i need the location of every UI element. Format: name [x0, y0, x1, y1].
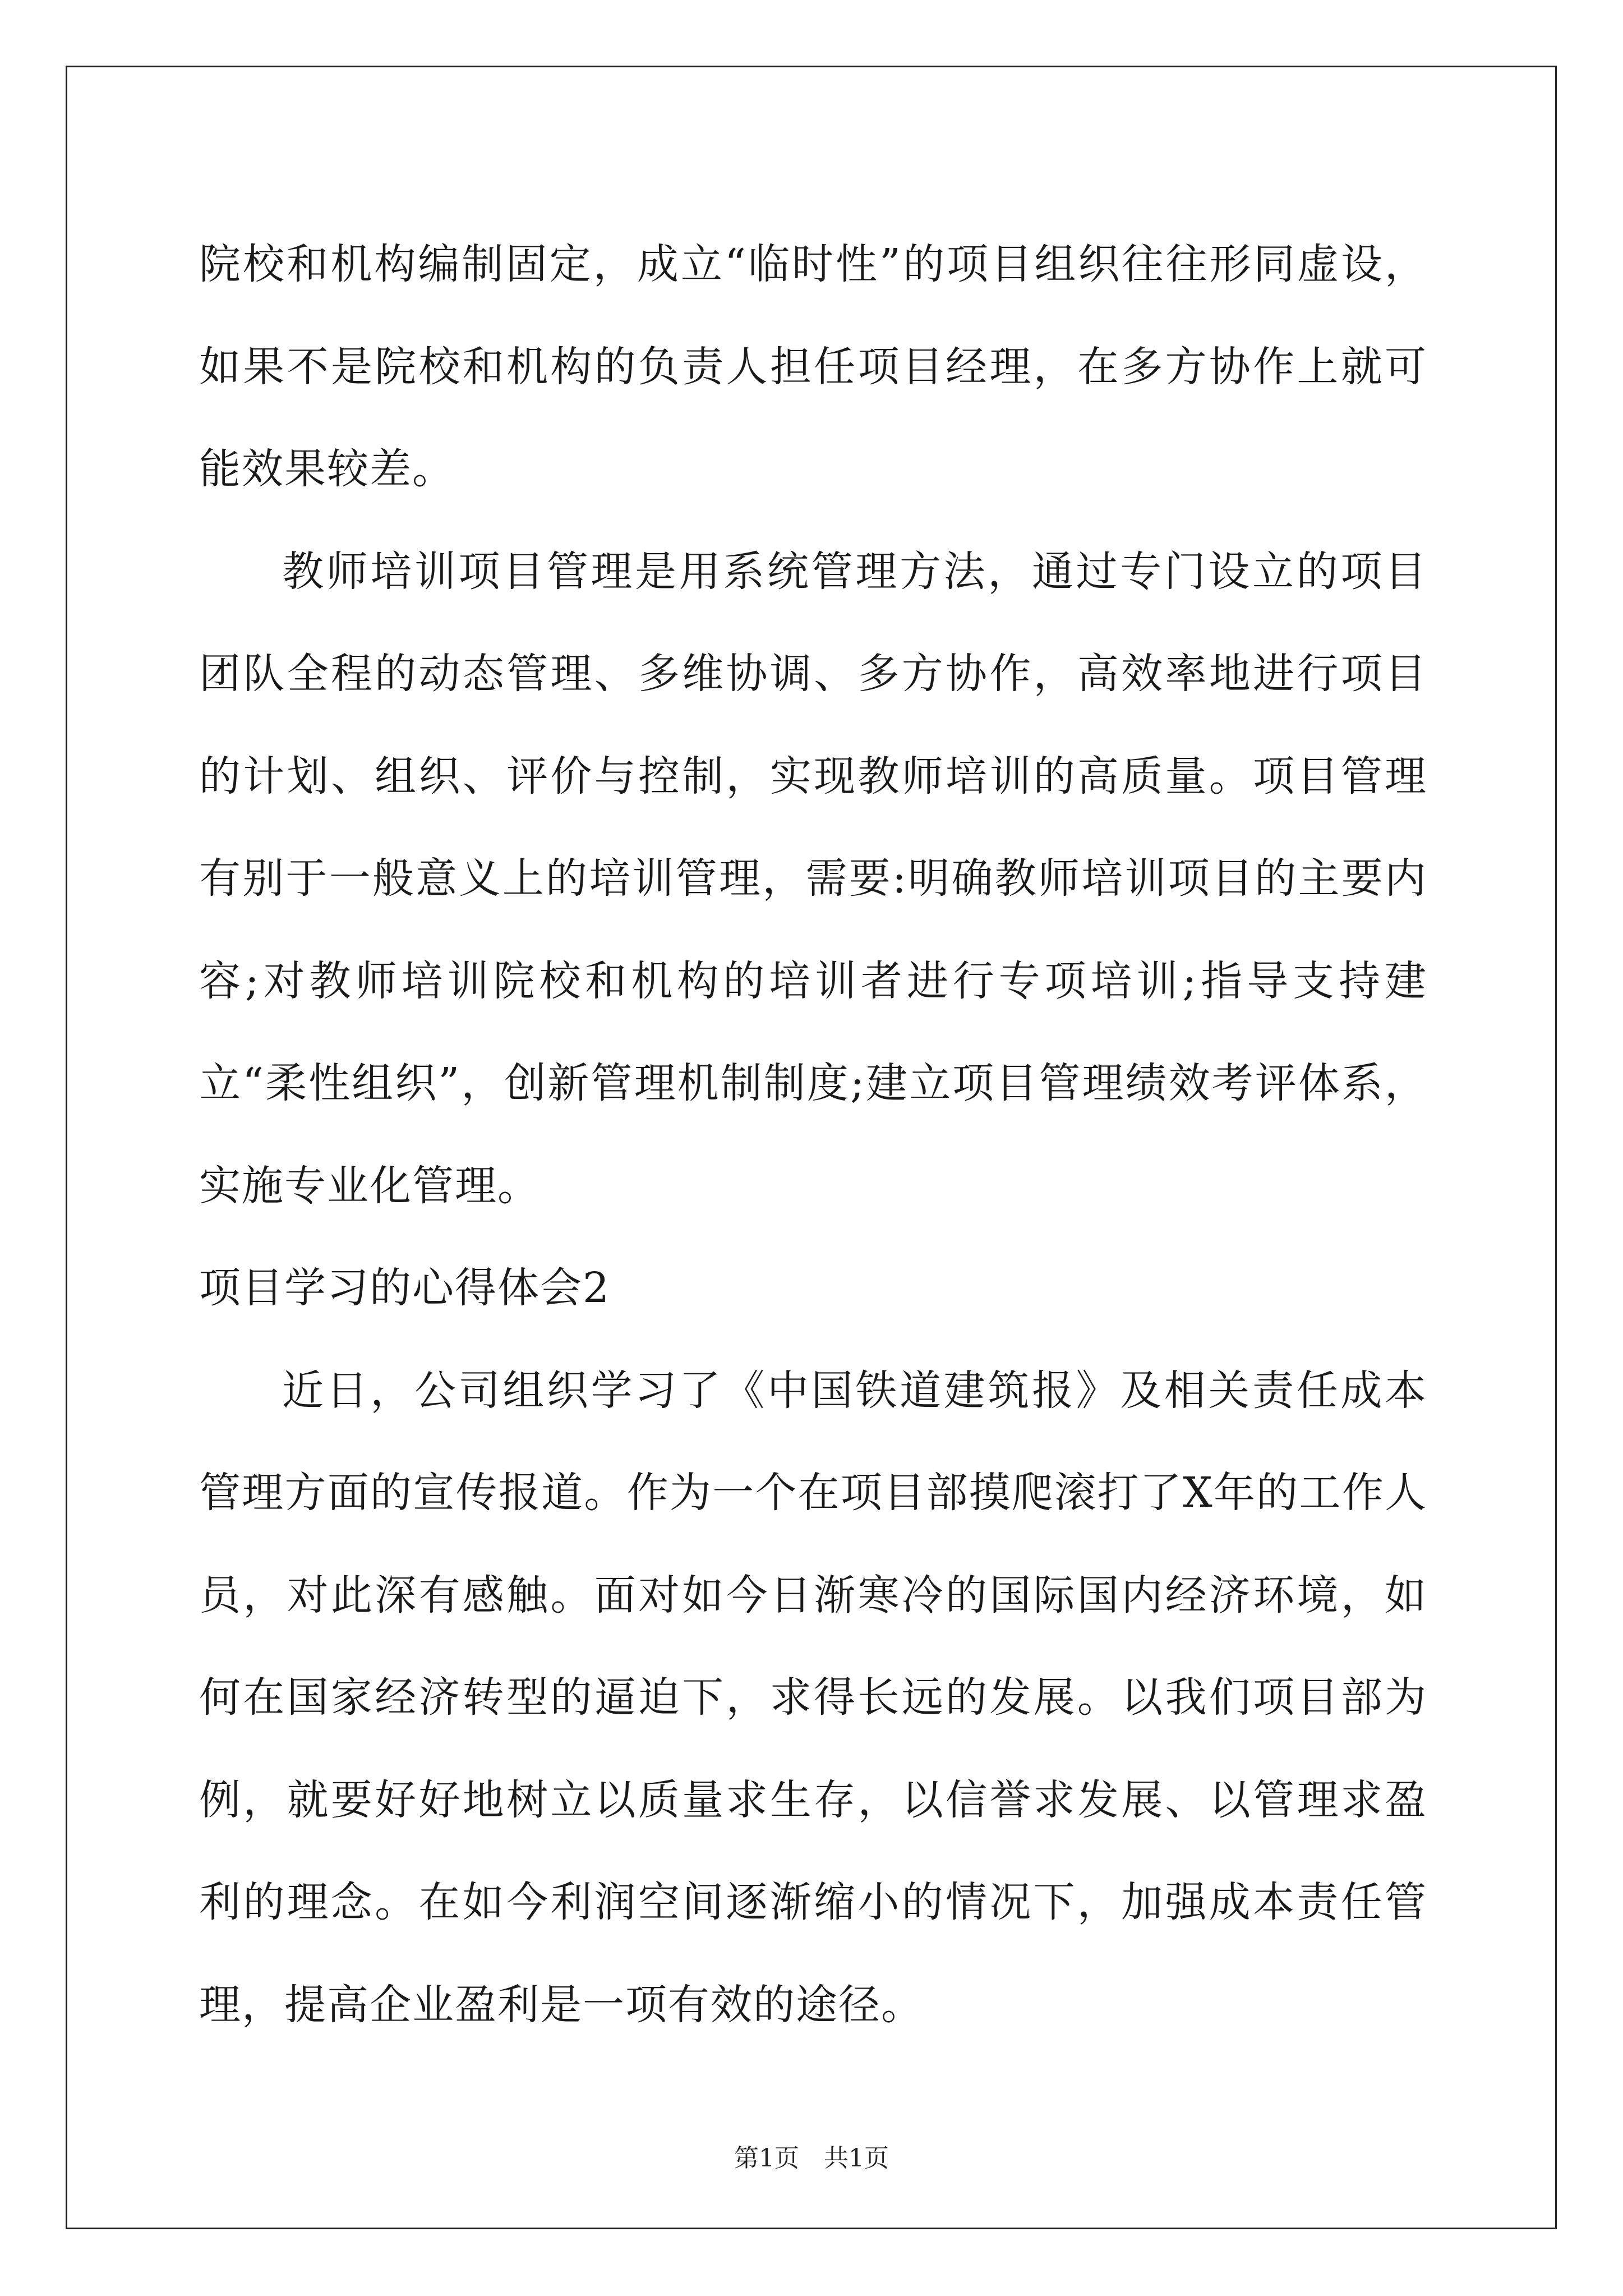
paragraph-2: 教师培训项目管理是用系统管理方法，通过专门设立的项目团队全程的动态管理、多维协调、多方协作，高效率地进行项目的计划、组织、评价与控制，实现教师培训的高质量。项目管理有别于一般意义上的培训管理，需要:明确教师培训项目的主要内容;对教师培训院校和机构的培训者进行专项培训;指导支持建立“柔性组织”，创新管理机制制度;建立项目管理绩效考评体系，实施专业化管理。	[199, 547, 1427, 1210]
paragraph-3: 近日，公司组织学习了《中国铁道建筑报》及相关责任成本管理方面的宣传报道。作为一个在项目部摸爬滚打了X年的工作人员，对此深有感触。面对如今日渐寒冷的国际国内经济环境，如何在国家经济转型的逼迫下，求得长远的发展。以我们项目部为例，就要好好地树立以质量求生存，以信誉求发展、以管理求盈利的理念。在如今利润空间逐渐缩小的情况下，加强成本责任管理，提高企业盈利是一项有效的途径。	[199, 1366, 1427, 2029]
document-body	[199, 213, 1427, 2056]
paragraph-1: 院校和机构编制固定，成立“临时性”的项目组织往往形同虚设，如果不是院校和机构的负责人担任项目经理，在多方协作上就可能效果较差。	[199, 240, 1427, 493]
section-heading: 项目学习的心得体会2	[199, 1264, 611, 1312]
page-footer: 第1页 共1页	[734, 2144, 889, 2173]
